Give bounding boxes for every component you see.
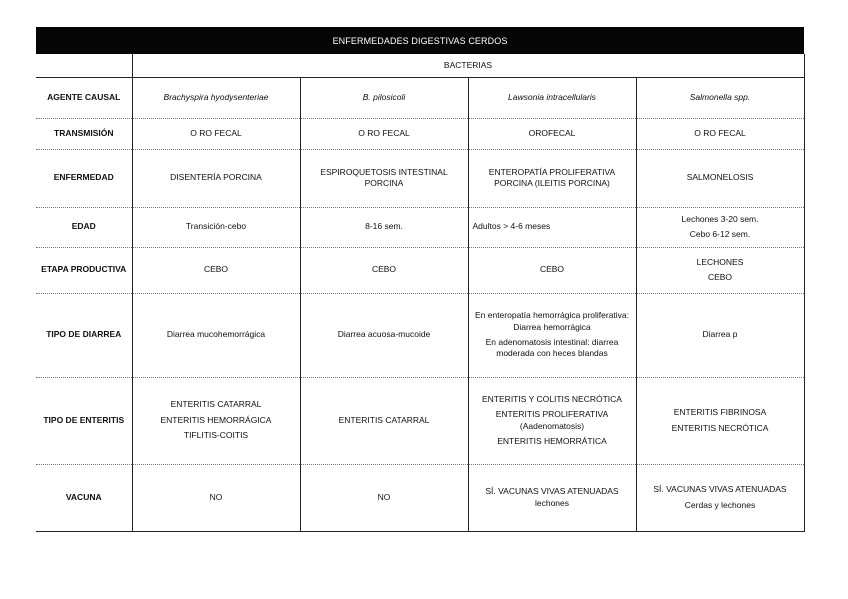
diarrhea-cell: Diarrea p	[636, 293, 804, 377]
transmission-cell: O RO FECAL	[636, 118, 804, 149]
transmission-cell: O RO FECAL	[132, 118, 300, 149]
agent-cell: Salmonella spp.	[636, 77, 804, 118]
age-cell	[636, 207, 804, 247]
diarrhea-line: En adenomatosis intestinal: diarrea moderada con heces blandas	[485, 337, 619, 359]
disease-cell: ESPIROQUETOSIS INTESTINAL PORCINA	[300, 149, 468, 207]
enteritis-line: ENTERITIS FIBRINOSA	[673, 407, 767, 418]
vaccine-line: Cerdas y lechones	[684, 499, 756, 510]
enteritis-line: ENTERITIS HEMORRÁGICA	[160, 414, 272, 425]
stage-cell: CEBO	[468, 247, 636, 293]
disease-cell: ENTEROPATÍA PROLIFERATIVA PORCINA (ILEITIS PORCINA)	[468, 149, 636, 207]
stage-cell: CEBO	[132, 247, 300, 293]
row-header-stage: ETAPA PRODUCTIVA	[36, 247, 132, 293]
table-row	[36, 247, 804, 293]
vaccine-line: SÍ. VACUNAS VIVAS ATENUADAS	[653, 484, 787, 495]
enteritis-line: ENTERITIS HEMORRÁTICA	[497, 435, 607, 446]
table-row	[36, 464, 804, 531]
table-row	[36, 207, 804, 247]
row-header-diarrhea: TIPO DE DIARREA	[36, 293, 132, 377]
diarrhea-cell: Diarrea acuosa-mucoide	[300, 293, 468, 377]
stage-cell	[636, 247, 804, 293]
enteritis-cell	[132, 377, 300, 464]
table-row	[36, 149, 804, 207]
table-row	[36, 54, 804, 77]
table-row	[36, 293, 804, 377]
stage-line: CEBO	[707, 272, 733, 282]
agent-cell: Lawsonia intracellularis	[468, 77, 636, 118]
diarrhea-cell: Diarrea mucohemorrágica	[132, 293, 300, 377]
enteritis-line: ENTERITIS NECRÓTICA	[671, 422, 769, 433]
age-cell: Transición-cebo	[132, 207, 300, 247]
table-row	[36, 377, 804, 464]
enteritis-line: TIFLITIS-COITIS	[183, 430, 249, 441]
stage-line: LECHONES	[696, 256, 744, 267]
transmission-cell: O RO FECAL	[300, 118, 468, 149]
disease-cell: SALMONELOSIS	[636, 149, 804, 207]
table-row	[36, 118, 804, 149]
enteritis-line: ENTERITIS Y COLITIS NECRÓTICA	[482, 393, 622, 404]
diarrhea-cell	[468, 293, 636, 377]
diarrhea-line: En enteropatía hemorrágica proliferativa: Diarrea hemorrágica	[474, 310, 630, 332]
disease-cell: DISENTERÍA PORCINA	[132, 149, 300, 207]
enteritis-line: ENTERITIS CATARRAL	[170, 399, 262, 410]
vaccine-cell: NO	[300, 464, 468, 531]
stage-cell: CEBO	[300, 247, 468, 293]
enteritis-cell: ENTERITIS CATARRAL	[300, 377, 468, 464]
row-header-vaccine: VACUNA	[36, 464, 132, 531]
row-header-transmission: TRANSMISIÓN	[36, 118, 132, 149]
table-title: ENFERMEDADES DIGESTIVAS CERDOS	[36, 27, 804, 54]
empty-cell	[36, 54, 132, 77]
row-header-enteritis: TIPO DE ENTERITIS	[36, 377, 132, 464]
vaccine-cell: NO	[132, 464, 300, 531]
group-header: BACTERIAS	[132, 54, 804, 77]
age-cell: 8-16 sem.	[300, 207, 468, 247]
table-row	[36, 77, 804, 118]
diseases-table	[36, 54, 805, 532]
age-line: Cebo 6-12 sem.	[689, 229, 751, 239]
transmission-cell: OROFECAL	[468, 118, 636, 149]
enteritis-cell	[636, 377, 804, 464]
row-header-age: EDAD	[36, 207, 132, 247]
vaccine-cell	[636, 464, 804, 531]
age-cell: Adultos > 4-6 meses	[468, 207, 636, 247]
vaccine-cell: SÍ. VACUNAS VIVAS ATENUADAS lechones	[468, 464, 636, 531]
age-line: Lechones 3-20 sem.	[681, 213, 759, 224]
enteritis-line: ENTERITIS PROLIFERATIVA (Aadenomatosis)	[495, 409, 609, 431]
row-header-disease: ENFERMEDAD	[36, 149, 132, 207]
agent-cell: Brachyspira hyodysenteriae	[132, 77, 300, 118]
enteritis-cell	[468, 377, 636, 464]
row-header-agent: AGENTE CAUSAL	[36, 77, 132, 118]
agent-cell: B. pilosicoli	[300, 77, 468, 118]
document	[36, 27, 804, 532]
